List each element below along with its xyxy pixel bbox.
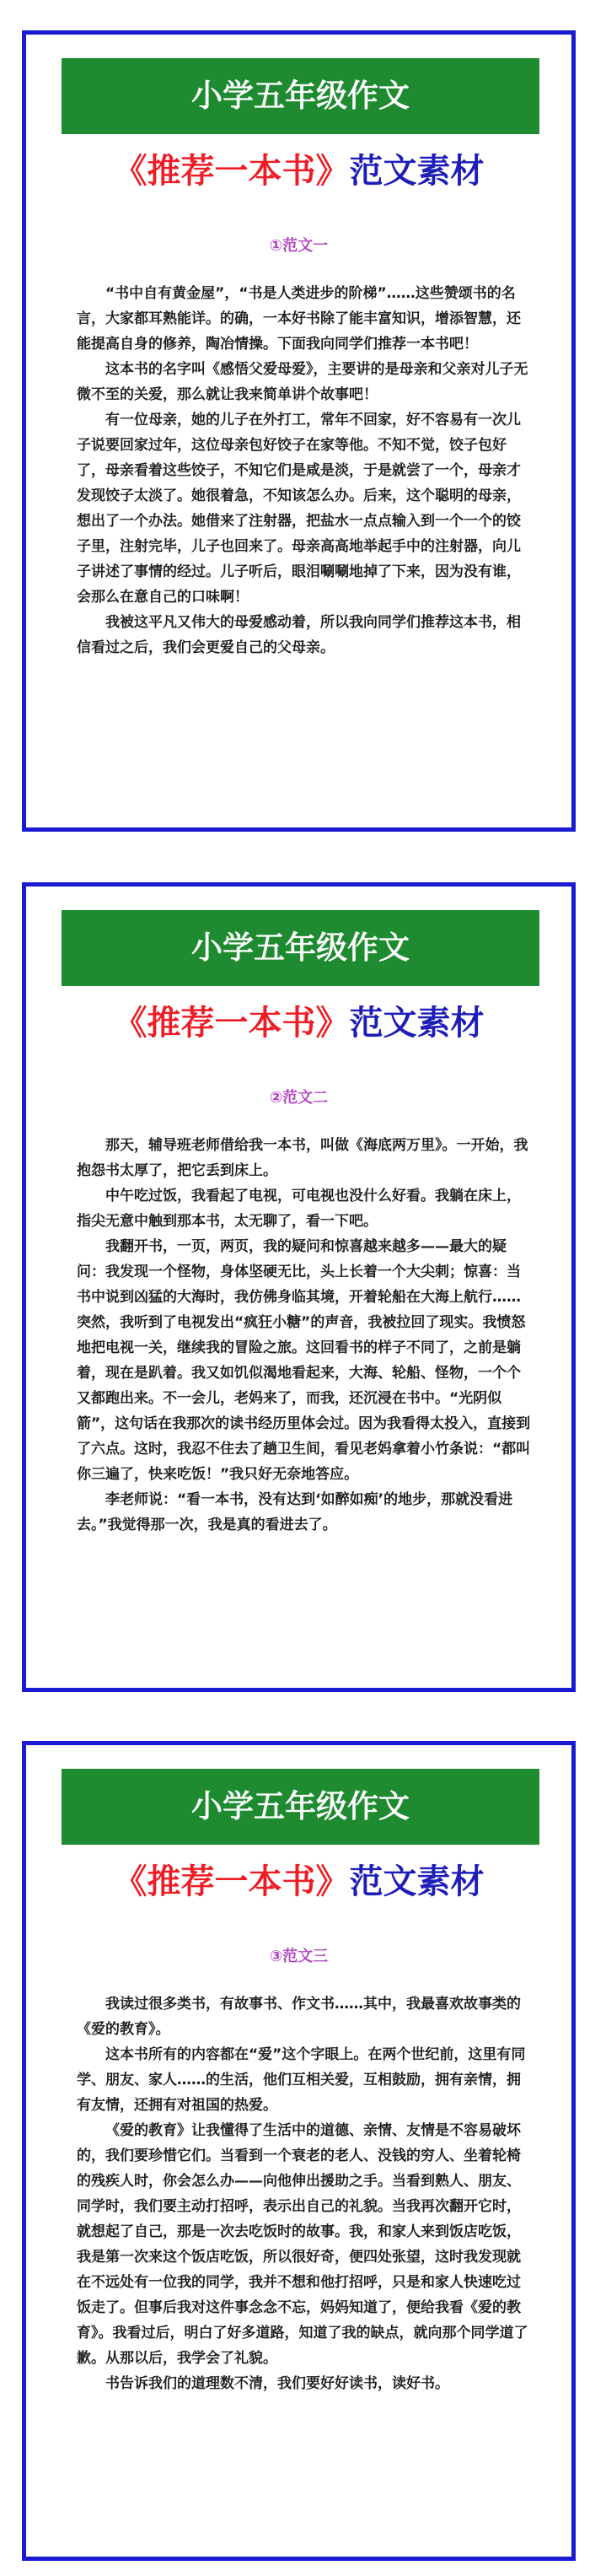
essay-card-2 — [22, 882, 576, 1692]
paragraph: 我翻开书，一页，两页，我的疑问和惊喜越来越多——最大的疑问：我发现一个怪物，身体坚硬无比，头上长着一个大尖刺；惊喜：当书中说到凶猛的大海时，我仿佛身临其境，开着轮船在大海上航行……突然，我听到了电视发出“疯狂小糖”的声音，我被拉回了现实。我愤怒地把电视一关，继续我的冒险之旅。这回看书的样子不同了，之前是躺着，现在是趴着。我又如饥似渴地看起来，大海、轮船、怪物，一个个又都跑出来。不一会儿，老妈来了，而我，还沉浸在书中。“光阴似箭”，这句话在我那次的读书经历里体会过。因为我看得太投入，直接到了六点。这时，我忍不住去了趟卫生间，看见老妈拿着小竹条说：“都叫你三遍了，快来吃饭！”我只好无奈地答应。 — [77, 1238, 531, 1483]
paragraph: 中午吃过饭，我看起了电视，可电视也没什么好看。我躺在床上，指尖无意中触到那本书，太无聊了，看一下吧。 — [77, 1188, 521, 1230]
paragraph: 李老师说：“看一本书，没有达到‘如醉如痴’的地步，那就没看进去。”我觉得那一次，我是真的看进去了。 — [77, 1491, 513, 1533]
essay-card-3 — [22, 1741, 576, 2561]
essay-body — [77, 281, 532, 660]
book-title: 《推荐一本书》 — [113, 1862, 350, 1901]
essay-title — [26, 146, 571, 197]
paragraph: 那天，辅导班老师借给我一本书，叫做《海底两万里》。一开始，我抱怨书太厚了，把它丢到床上。 — [77, 1137, 528, 1179]
essay-title — [26, 1857, 571, 1907]
essay-number-label: ①范文一 — [269, 237, 329, 255]
paragraph: “书中自有黄金屋”，“书是人类进步的阶梯”……这些赞颂书的名言，大家都耳熟能详。的确，一本好书除了能丰富知识，增添智慧，还能提高自身的修养，陶冶情操。下面我向同学们推荐一本书吧！ — [77, 285, 521, 353]
book-title: 《推荐一本书》 — [113, 152, 350, 191]
book-title: 《推荐一本书》 — [113, 1004, 350, 1043]
material-label: 范文素材 — [349, 152, 485, 191]
essay-number-label: ③范文三 — [269, 1948, 329, 1965]
essay-body — [77, 1991, 532, 2396]
paragraph: 书告诉我们的道理数不清，我们要好好读书，读好书。 — [105, 2375, 449, 2392]
paragraph: 我被这平凡又伟大的母爱感动着，所以我向同学们推荐这本书，相信看过之后，我们会更爱自己的父母亲。 — [77, 614, 521, 656]
grade-header: 小学五年级作文 — [62, 910, 539, 986]
essay-body — [77, 1133, 532, 1538]
material-label: 范文素材 — [349, 1004, 485, 1043]
essay-card-1 — [22, 30, 576, 832]
grade-header: 小学五年级作文 — [62, 58, 539, 134]
paragraph: 这本书的名字叫《感悟父爱母爱》，主要讲的是母亲和父亲对儿子无微不至的关爱，那么就让我来简单讲个故事吧！ — [77, 361, 528, 403]
paragraph: 这本书所有的内容都在“爱”这个字眼上。在两个世纪前，这里有同学、朋友、家人……的生活，他们互相关爱，互相鼓励，拥有亲情，拥有友情，还拥有对祖国的热爱。 — [77, 2046, 526, 2114]
essay-number-label: ②范文二 — [269, 1089, 329, 1107]
paragraph: 《爱的教育》让我懂得了生活中的道德、亲情、友情是不容易破坏的，我们要珍惜它们。当看到一个衰老的老人、没钱的穷人、坐着轮椅的残疾人时，你会怎么办——向他伸出援助之手。当看到熟人、朋友、同学时，我们要主动打招呼，表示出自己的礼貌。当我再次翻开它时，就想起了自己，那是一次去吃饭时的故事。我，和家人来到饭店吃饭，我是第一次来这个饭店吃饭，所以很好奇，便四处张望，这时我发现就在不远处有一位我的同学，我并不想和他打招呼，只是和家人快速吃过饭走了。但事后我对这件事念念不忘，妈妈知道了，便给我看《爱的教育》。我看过后，明白了好多道路，知道了我的缺点，就向那个同学道了歉。从那以后，我学会了礼貌。 — [77, 2122, 528, 2367]
paragraph: 有一位母亲，她的儿子在外打工，常年不回家，好不容易有一次儿子说要回家过年，这位母亲包好饺子在家等他。不知不觉，饺子包好了，母亲看着这些饺子，不知它们是咸是淡，于是就尝了一个，母亲才发现饺子太淡了。她很着急，不知该怎么办。后来，这个聪明的母亲，想出了一个办法。她借来了注射器，把盐水一点点输入到一个一个的饺子里，注射完毕，儿子也回来了。母亲高高地举起手中的注射器，向儿子讲述了事情的经过。儿子听后，眼泪唰唰地掉了下来，因为没有谁，会那么在意自己的口味啊！ — [77, 412, 521, 606]
grade-header: 小学五年级作文 — [62, 1769, 539, 1845]
material-label: 范文素材 — [349, 1862, 485, 1901]
paragraph: 我读过很多类书，有故事书、作文书……其中，我最喜欢故事类的《爱的教育》。 — [77, 1996, 521, 2038]
essay-title — [26, 998, 571, 1048]
